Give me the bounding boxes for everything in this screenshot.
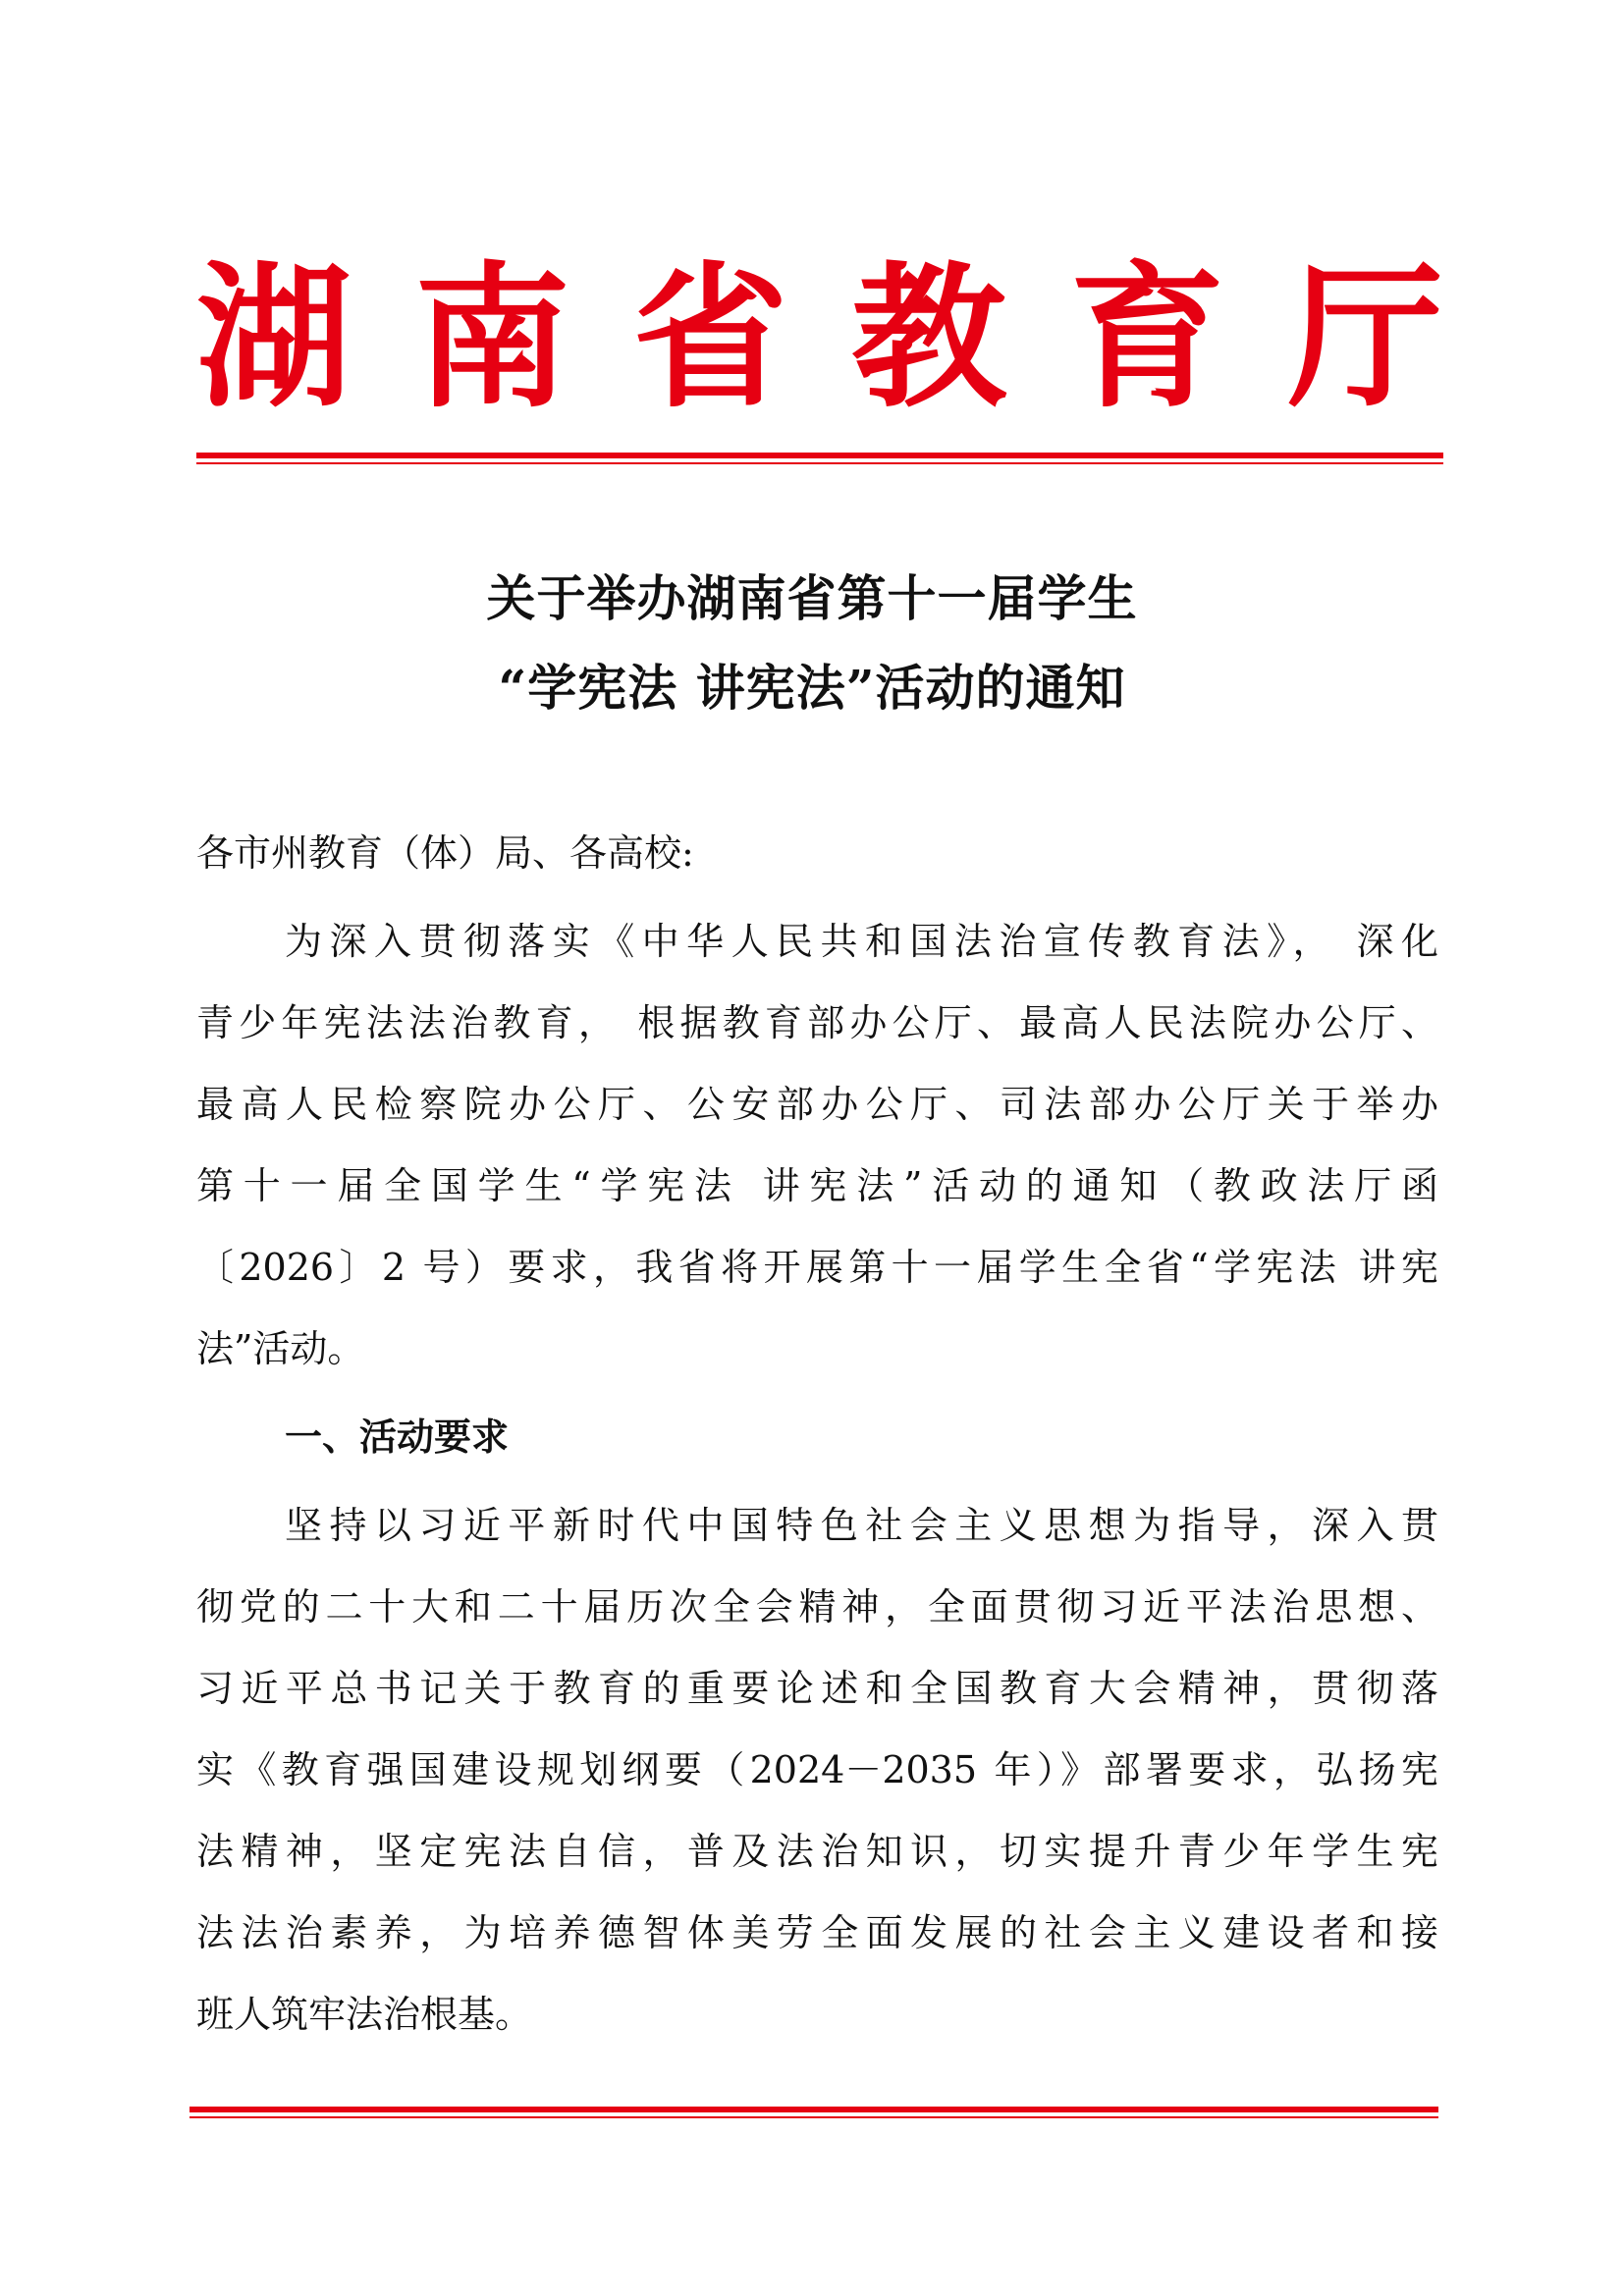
letterhead-char: 厅 — [1287, 247, 1443, 429]
section-heading: 一、活动要求 — [285, 1415, 510, 1459]
paragraph-line: 法法治素养，为培养德智体美劳全面发展的社会主义建设者和接 — [196, 1911, 1438, 1954]
letterhead-char: 教 — [851, 247, 1007, 429]
letterhead-char: 育 — [1069, 247, 1225, 429]
document-title-line-2: “学宪法 讲宪法”活动的通知 — [498, 659, 1126, 717]
letterhead — [196, 245, 1443, 432]
letterhead-char: 省 — [632, 247, 788, 429]
paragraph-line: 法”活动。 — [196, 1327, 365, 1370]
paragraph-line: 班人筑牢法治根基。 — [196, 1993, 533, 2036]
paragraph-line: 〔2026〕2 号）要求，我省将开展第十一届学生全省“学宪法 讲宪 — [196, 1246, 1438, 1289]
paragraph-line: 青少年宪法法治教育， 根据教育部办公厅、最高人民法院办公厅、 — [196, 1001, 1438, 1044]
letterhead-char: 湖 — [196, 247, 352, 429]
paragraph-line: 坚持以习近平新时代中国特色社会主义思想为指导，深入贯 — [285, 1504, 1438, 1547]
paragraph-line: 习近平总书记关于教育的重要论述和全国教育大会精神，贯彻落 — [196, 1667, 1438, 1710]
paragraph-line: 实《教育强国建设规划纲要（2024－2035 年）》部署要求，弘扬宪 — [196, 1748, 1438, 1791]
paragraph-line: 最高人民检察院办公厅、公安部办公厅、司法部办公厅关于举办 — [196, 1083, 1438, 1126]
paragraph-line: 彻党的二十大和二十届历次全会精神，全面贯彻习近平法治思想、 — [196, 1585, 1438, 1629]
letterhead-char: 南 — [414, 247, 570, 429]
document-title-line-1: 关于举办湖南省第十一届学生 — [486, 569, 1138, 627]
salutation: 各市州教育（体）局、各高校: — [196, 831, 694, 875]
letterhead-divider — [196, 453, 1443, 464]
paragraph-line: 法精神，坚定宪法自信，普及法治知识，切实提升青少年学生宪 — [196, 1830, 1438, 1873]
paragraph-line: 第十一届全国学生“学宪法 讲宪法”活动的通知（教政法厅函 — [196, 1164, 1438, 1207]
paragraph-line: 为深入贯彻落实《中华人民共和国法治宣传教育法》， 深化 — [285, 920, 1438, 963]
footer-divider — [189, 2107, 1438, 2118]
